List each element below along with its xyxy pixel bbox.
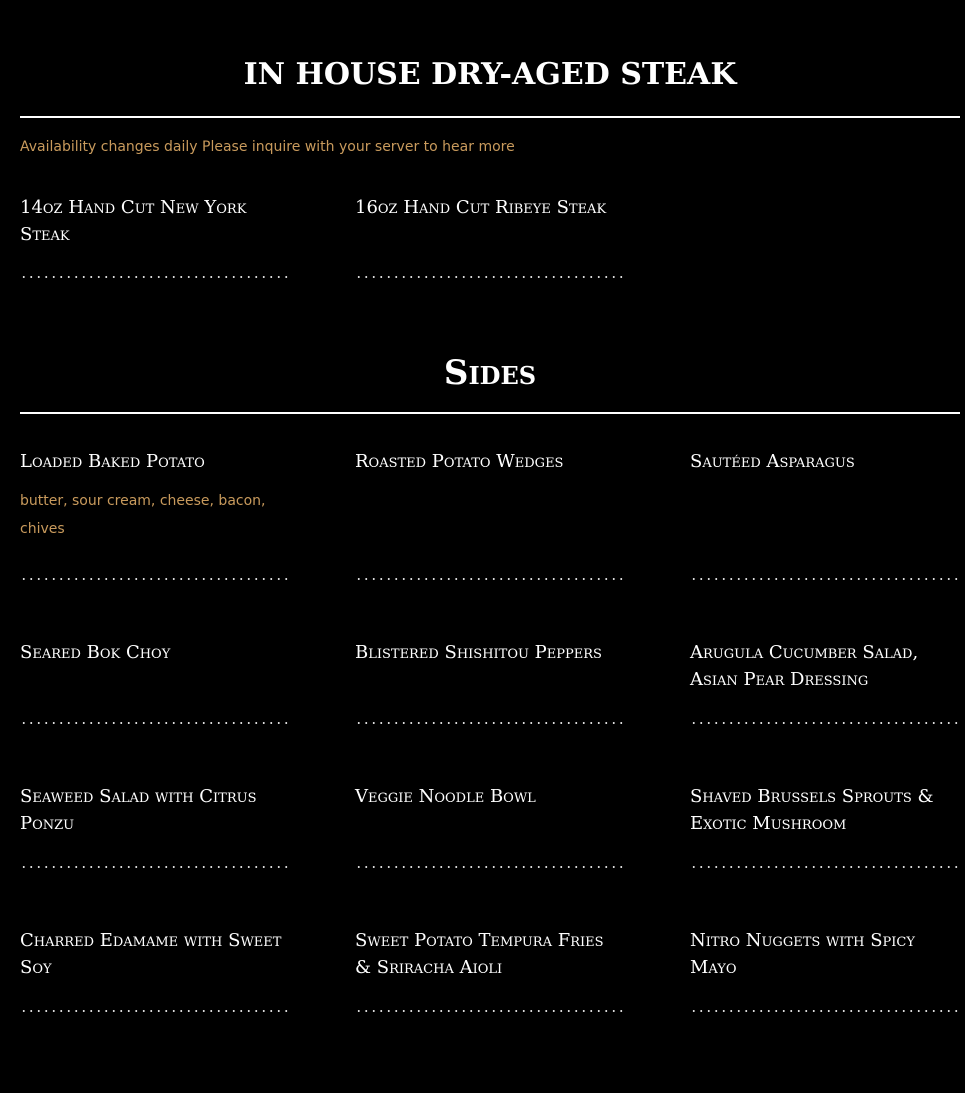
section-title-sides: Sides <box>443 353 537 393</box>
menu-item-name: 16oz Hand Cut Ribeye Steak <box>355 197 607 218</box>
menu-item-name: Arugula Cucumber Salad, Asian Pear Dressing <box>690 642 919 690</box>
dotted-leader <box>690 722 960 724</box>
menu-item-arugula-cucumber-salad <box>690 639 960 693</box>
dotted-leader <box>20 1010 290 1012</box>
menu-item-seared-bok-choy <box>20 639 290 666</box>
menu-item-description: butter, sour cream, cheese, bacon, chives <box>20 493 266 537</box>
menu-item-new-york-steak <box>20 194 290 248</box>
dotted-leader <box>20 276 290 278</box>
menu-item-ribeye-steak <box>355 194 625 221</box>
menu-item-name: Roasted Potato Wedges <box>355 451 564 472</box>
dotted-leader <box>20 722 290 724</box>
menu-item-roasted-potato-wedges <box>355 448 625 475</box>
menu-item-shaved-brussels-sprouts <box>690 783 960 837</box>
menu-item-veggie-noodle-bowl <box>355 783 625 810</box>
menu-item-name: Shaved Brussels Sprouts & Exotic Mushroom <box>690 786 934 834</box>
menu-item-blistered-shishitou-peppers <box>355 639 625 666</box>
dotted-leader <box>690 1010 960 1012</box>
dotted-leader <box>355 866 625 868</box>
availability-note: Availability changes daily Please inquire with your server to hear more <box>20 139 515 155</box>
menu-item-loaded-baked-potato <box>20 448 290 543</box>
menu-item-name: Veggie Noodle Bowl <box>355 786 536 807</box>
section-title-steak: IN HOUSE DRY-AGED STEAK <box>243 57 737 92</box>
menu-item-name: Sweet Potato Tempura Fries & Sriracha Aioli <box>355 930 604 978</box>
menu-item-seaweed-salad <box>20 783 290 837</box>
menu-item-nitro-nuggets <box>690 927 960 981</box>
menu-item-charred-edamame <box>20 927 290 981</box>
menu-item-name: Sautéed Asparagus <box>690 451 855 472</box>
dotted-leader <box>355 722 625 724</box>
menu-item-name: Blistered Shishitou Peppers <box>355 642 602 663</box>
menu-item-sauteed-asparagus <box>690 448 960 475</box>
dotted-leader <box>690 578 960 580</box>
menu-item-name: Seaweed Salad with Citrus Ponzu <box>20 786 257 834</box>
dotted-leader <box>355 578 625 580</box>
menu-item-name: Nitro Nuggets with Spicy Mayo <box>690 930 915 978</box>
section-divider <box>20 412 960 414</box>
menu-item-name: Seared Bok Choy <box>20 642 171 663</box>
dotted-leader <box>20 866 290 868</box>
menu-item-name: Charred Edamame with Sweet Soy <box>20 930 282 978</box>
menu-item-sweet-potato-tempura-fries <box>355 927 625 981</box>
dotted-leader <box>355 1010 625 1012</box>
dotted-leader <box>20 578 290 580</box>
dotted-leader <box>355 276 625 278</box>
section-divider <box>20 116 960 118</box>
menu-item-name: 14oz Hand Cut New York Steak <box>20 197 247 245</box>
dotted-leader <box>690 866 960 868</box>
menu-item-name: Loaded Baked Potato <box>20 451 205 472</box>
